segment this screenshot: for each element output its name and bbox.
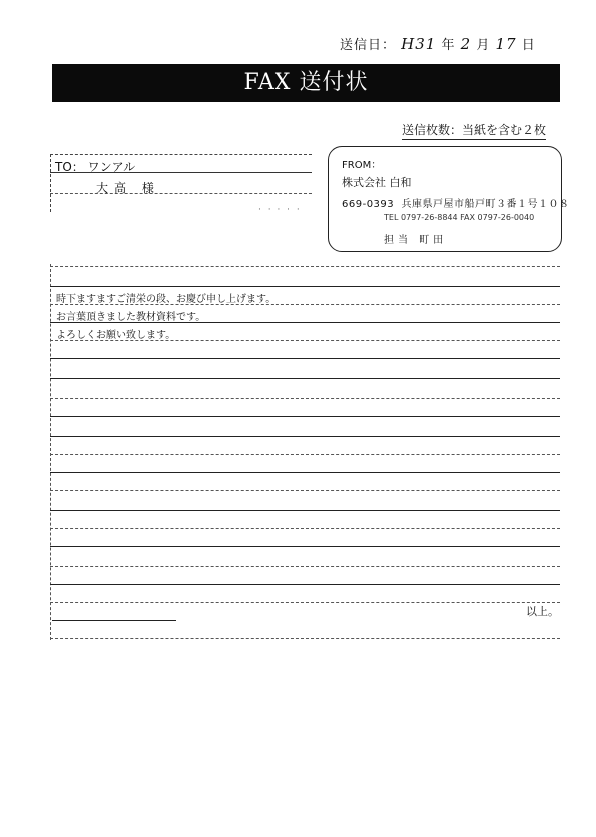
from-label: FROM： bbox=[342, 160, 382, 171]
date-label: 送信日： bbox=[340, 38, 397, 53]
message-rule bbox=[50, 378, 560, 379]
to-top-border bbox=[50, 154, 312, 155]
message-line-3: よろしくお願い致します。 bbox=[56, 330, 176, 341]
page-count: 送信枚数：当紙を含む２枚 bbox=[402, 121, 546, 140]
message-rule bbox=[50, 566, 560, 567]
message-line-1: 時下ますますご清栄の段、お慶び申し上げます。 bbox=[56, 294, 276, 305]
sender-company: 株式会社 白和 bbox=[342, 176, 412, 189]
message-rule bbox=[50, 584, 560, 585]
sender-street: 兵庫県戸屋市船戸町３番１号１０８ bbox=[401, 199, 570, 210]
message-rule bbox=[50, 398, 560, 399]
sender-person: 担当 町田 bbox=[384, 235, 448, 246]
month-unit: 月 bbox=[476, 38, 491, 53]
fax-title-banner: FAX 送付状 bbox=[52, 64, 560, 102]
send-date bbox=[340, 34, 536, 53]
message-rule bbox=[50, 454, 560, 455]
message-rule bbox=[50, 602, 560, 603]
date-day: 17 bbox=[495, 35, 517, 53]
message-rule bbox=[50, 490, 560, 491]
date-month: 2 bbox=[460, 35, 472, 53]
sender-tel-fax: TEL 0797-26-8844 FAX 0797-26-0040 bbox=[384, 213, 535, 222]
closing-text: 以上。 bbox=[526, 605, 559, 618]
message-rule bbox=[50, 358, 560, 359]
sender-address bbox=[342, 195, 570, 210]
to-rule-2 bbox=[50, 193, 312, 194]
day-unit: 日 bbox=[521, 38, 536, 53]
date-year: H31 bbox=[401, 35, 437, 53]
message-rule bbox=[50, 266, 560, 267]
recipient-name: 大高 様 bbox=[96, 181, 160, 195]
message-rule bbox=[50, 472, 560, 473]
message-rule bbox=[50, 528, 560, 529]
sender-postal: 669-0393 bbox=[342, 199, 395, 210]
message-line-2: お言葉頂きました教材資料です。 bbox=[56, 312, 206, 323]
to-company: ワンアル bbox=[87, 160, 136, 174]
to-dot-leader: · · · · · bbox=[258, 205, 302, 215]
to-label: TO： bbox=[55, 160, 84, 174]
message-rule bbox=[50, 436, 560, 437]
message-rule bbox=[50, 546, 560, 547]
to-left-border bbox=[50, 154, 51, 212]
closing-rule bbox=[52, 620, 176, 621]
message-rule bbox=[50, 510, 560, 511]
year-unit: 年 bbox=[441, 38, 456, 53]
recipient-company bbox=[55, 158, 135, 175]
message-rule bbox=[50, 416, 560, 417]
message-rule bbox=[50, 286, 560, 287]
message-rule bbox=[50, 638, 560, 639]
